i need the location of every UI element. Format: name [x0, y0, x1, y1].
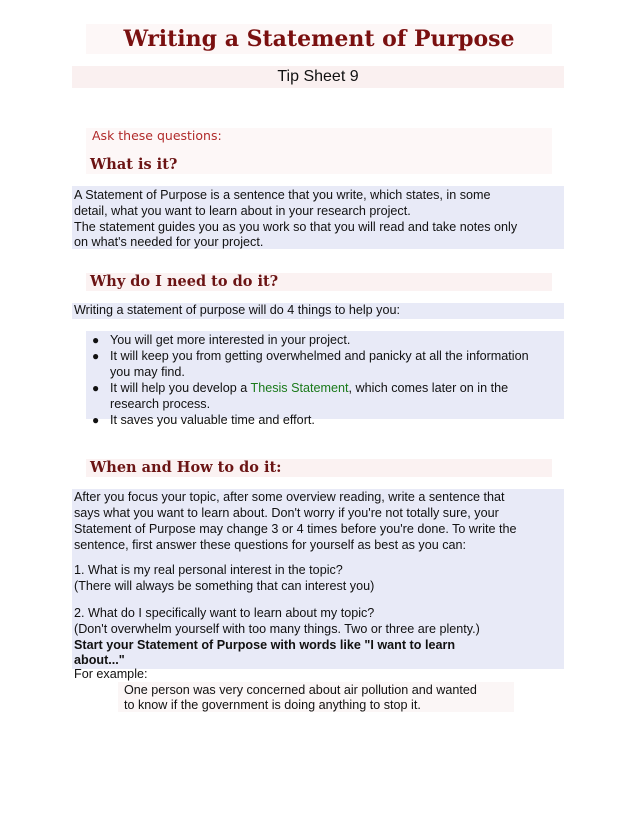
question-2: 2. What do I specifically want to learn about my topic?	[74, 606, 375, 620]
heading-what: What is it?	[90, 156, 178, 173]
ask-label: Ask these questions:	[92, 128, 222, 143]
when-intro-line-3: Statement of Purpose may change 3 or 4 times before you're done. To write the	[74, 522, 517, 536]
page-subtitle: Tip Sheet 9	[72, 66, 564, 88]
list-item: ● It saves you valuable time and effort.	[92, 413, 315, 427]
why-bullet-list	[86, 332, 546, 428]
question-1-note: (There will always be something that can interest you)	[74, 579, 375, 593]
heading-when: When and How to do it:	[90, 459, 282, 476]
example-line-1: One person was very concerned about air pollution and wanted	[124, 683, 477, 697]
page-title: Writing a Statement of Purpose	[86, 24, 552, 54]
what-line-3: The statement guides you as you work so that you will read and take notes only	[74, 220, 518, 234]
thesis-statement-link[interactable]: Thesis Statement	[250, 381, 349, 395]
example-line-2: to know if the government is doing anything to stop it.	[124, 698, 421, 712]
what-line-1: A Statement of Purpose is a sentence that you write, which states, in some	[74, 188, 491, 202]
list-item: ● It will keep you from getting overwhelmed and panicky at all the information you may find.	[92, 349, 529, 379]
heading-why: Why do I need to do it?	[90, 273, 279, 290]
what-line-4: on what's needed for your project.	[74, 235, 264, 249]
example-label: For example:	[74, 667, 148, 681]
when-intro-line-4: sentence, first answer these questions for yourself as best as you can:	[74, 538, 467, 552]
list-item: ● It will help you develop a Thesis Statement, which comes later on in the research process.	[92, 381, 509, 411]
start-instruction-line-1: Start your Statement of Purpose with words like "I want to learn	[74, 638, 456, 652]
when-intro-line-2: says what you want to learn about. Don't worry if you're not totally sure, your	[74, 506, 499, 520]
question-1: 1. What is my real personal interest in the topic?	[74, 563, 343, 577]
list-item: ● You will get more interested in your project.	[92, 333, 351, 347]
when-intro-line-1: After you focus your topic, after some overview reading, write a sentence that	[74, 490, 505, 504]
why-intro: Writing a statement of purpose will do 4 things to help you:	[74, 303, 400, 317]
start-instruction-line-2: about..."	[74, 653, 125, 667]
what-line-2: detail, what you want to learn about in your research project.	[74, 204, 411, 218]
question-2-note: (Don't overwhelm yourself with too many things. Two or three are plenty.)	[74, 622, 480, 636]
